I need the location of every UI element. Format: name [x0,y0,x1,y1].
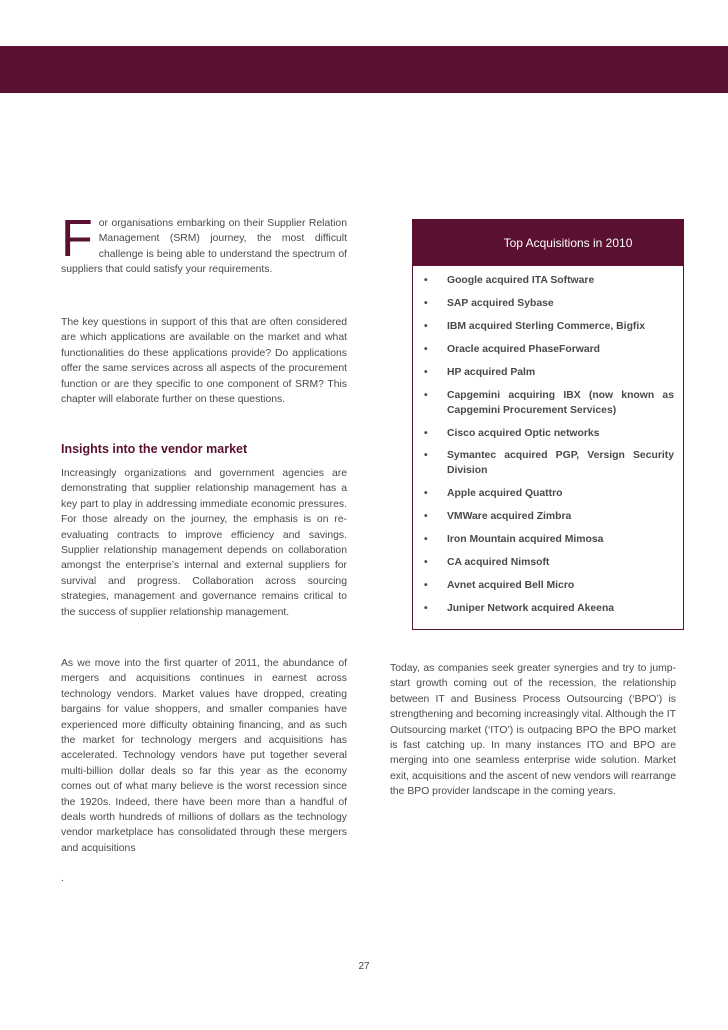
list-item [424,579,674,594]
page-number: 27 [358,961,370,972]
acquisition-text: Avnet acquired Bell Micro [447,580,575,591]
list-item [424,389,674,418]
list-item [424,320,674,335]
list-item [424,274,674,289]
bullet-icon: • [424,366,428,378]
acquisition-text: Juniper Network acquired Akeena [447,602,615,614]
list-item [424,297,674,312]
mergers-paragraph [61,656,347,856]
list-item [424,556,674,571]
acquisitions-list [413,266,683,617]
section-heading: Insights into the vendor market [61,442,248,456]
list-item [424,427,674,442]
acquisition-text: HP acquired Palm [447,366,536,378]
acquisition-text: Oracle acquired PhaseForward [447,343,601,355]
intro-text: or organisations embarking on their Supplier Relation Management (SRM) journey, the most difficult challenge is being able to understand the spectrum of suppliers that could satisfy your requirements. [61,218,347,276]
bullet-icon: • [424,297,428,309]
key-questions-paragraph [61,315,347,407]
acquisition-text: SAP acquired Sybase [447,297,554,309]
acquisition-text: Cisco acquired Optic networks [447,427,600,439]
list-item [424,487,674,502]
header-banner [0,46,728,93]
insights-paragraph [61,466,347,620]
bullet-icon: • [424,602,428,614]
mergers-text: As we move into the first quarter of 2011, the abundance of mergers and acquisitions continues in earnest across technology vendors. Market values have dropped, creating bargains for value shoppers, and smaller companies have experienced more difficulty obtaining financing, and as such the market for technology mergers and acquisitions has accelerated. Technology vendors have put together several multi-billion dollar deals so far this year as the economy comes out of what many believe is the worst recession since the 1920s. Indeed, there have been more than a handful of deals worth hundreds of millions of dollars as the technology vendor marketplace has consolidated through these mergers and acquisitions [61,658,347,854]
acquisition-text: VMWare acquired Zimbra [447,511,572,523]
list-item [424,510,674,525]
bpo-paragraph [390,661,676,800]
acquisition-text: CA acquired Nimsoft [447,557,550,569]
bpo-text: Today, as companies seek greater synergies and try to jump-start growth coming out of the recession, the relationship between IT and Business Process Outsourcing (‘BPO’) is strengthening and becoming increasingly vital. Although the IT Outsourcing market (‘ITO’) is outpacing BPO the BPO market is fast catching up. In many instances ITO and BPO are merging into one seamless enterprise wide solution. Market exit, acquisitions and the ascent of new vendors will rearrange the BPO provider landscape in the coming years. [390,663,676,798]
insights-text: Increasingly organizations and government agencies are demonstrating that supplier relationship management has a key part to play in addressing immediate economic pressures. For those already on the journey, the emphasis is on re-evaluating contracts to improve efficiency and savings. Supplier relationship management depends on collaboration amongst the enterprise’s internal and external suppliers for survival and progress. Collaboration across sourcing strategies, management and governance remains critical to the success of supplier relationship management. [61,468,347,618]
acquisition-text: Apple acquired Quattro [447,488,563,500]
bullet-icon: • [424,427,428,439]
drop-cap: F [61,210,93,268]
acquisitions-title: Top Acquisitions in 2010 [413,220,683,266]
bullet-icon: • [424,320,428,332]
acquisitions-sidebar [412,219,684,630]
list-item [424,449,674,478]
intro-paragraph [61,210,347,278]
bullet-icon: • [424,343,428,355]
bullet-icon: • [424,450,428,462]
key-questions-text: The key questions in support of this that are often considered are which applications are available on the market and what functionalities do these applications provide? Do applications offer the same services across all aspects of the procurement function or are they specific to one component of SRM? This chapter will elaborate further on these questions. [61,317,347,406]
list-item [424,602,674,617]
bullet-icon: • [424,557,428,569]
stray-period: . [61,873,64,884]
bullet-icon: • [424,488,428,500]
bullet-icon: • [424,389,428,401]
bullet-icon: • [424,275,428,286]
acquisition-text: IBM acquired Sterling Commerce, Bigfix [447,320,646,332]
list-item [424,366,674,381]
list-item [424,343,674,358]
bullet-icon: • [424,580,428,591]
bullet-icon: • [424,511,428,523]
acquisition-text: Symantec acquired PGP, Versign Security Division [447,450,674,477]
bullet-icon: • [424,534,428,546]
acquisition-text: Capgemini acquiring IBX (now known as Capgemini Procurement Services) [447,389,674,416]
acquisition-text: Google acquired ITA Software [447,275,595,286]
list-item [424,533,674,548]
acquisition-text: Iron Mountain acquired Mimosa [447,534,604,546]
